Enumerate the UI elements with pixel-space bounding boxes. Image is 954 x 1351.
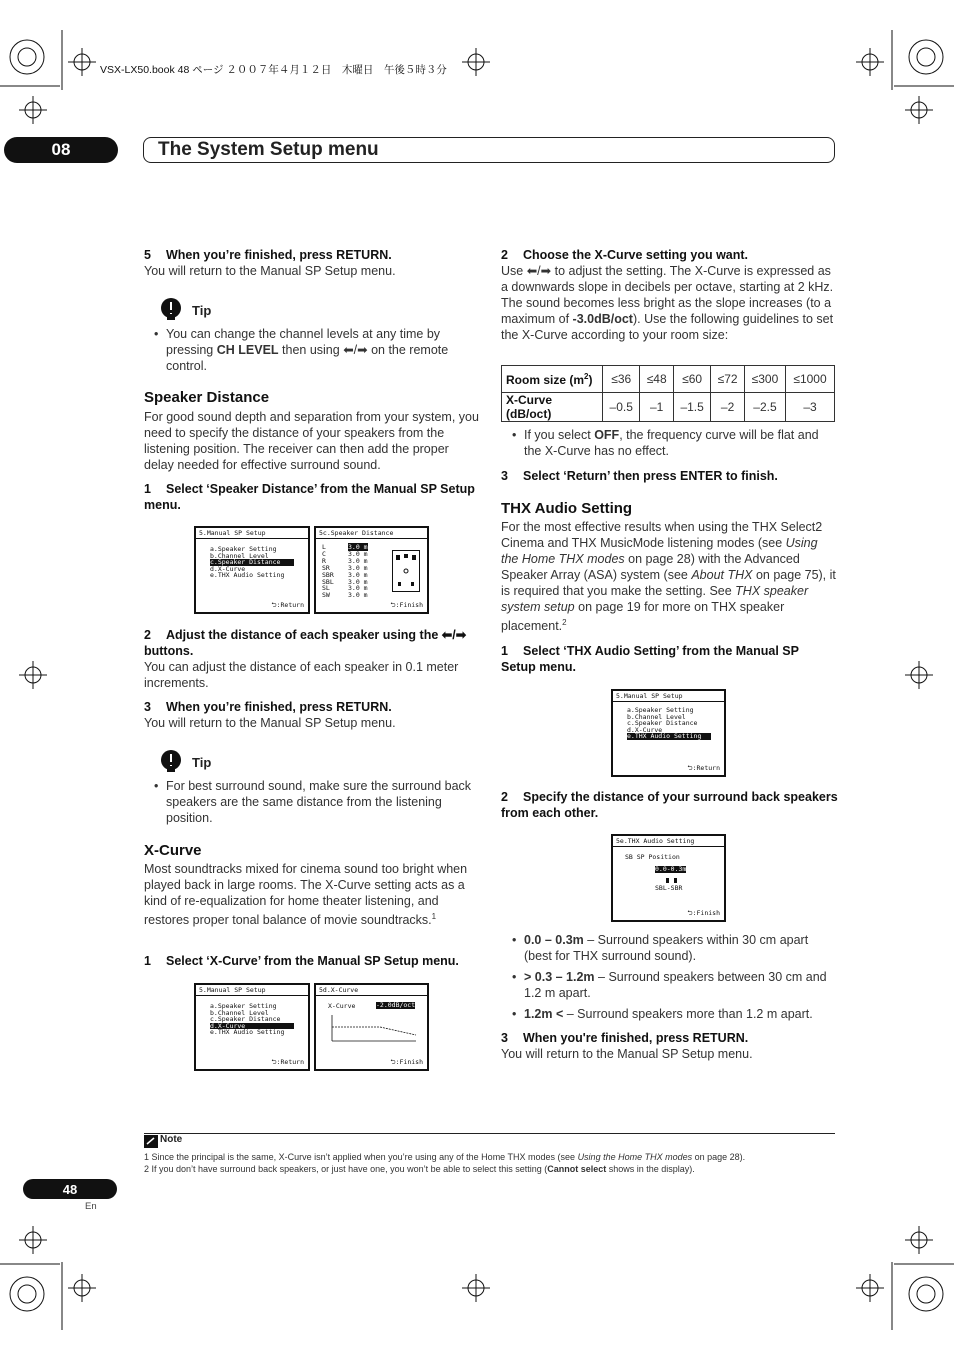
- footnote-1: 1 Since the principal is the same, X-Curve isn’t applied when you’re using any of the Home THX modes (see Using the Home THX modes on page 28).: [144, 1152, 746, 1162]
- thx-step-2: 2 Specify the distance of your surround back speakers from each other.: [501, 790, 838, 820]
- thx-audio-heading: THX Audio Setting: [501, 500, 633, 517]
- step-5-return: 5 When you’re finished, press RETURN.: [144, 248, 392, 262]
- note-divider: [144, 1133, 835, 1134]
- book-info-line: VSX-LX50.book 48 ページ ２００７年４月１２日 木曜日 午後５時３分: [100, 64, 447, 76]
- screen-x-curve: 5d.X-Curve X-Curve -2.0dB/oct ⮌:Finish: [314, 983, 429, 1071]
- table-row-room-size: Room size $(m^2)$ ≤36 ≤48 ≤60 ≤72 ≤300 ≤1000: [502, 366, 835, 393]
- footnote-2: 2 If you don’t have surround back speakers, or just have one, you won’t be able to select this setting (Cannot select shows in the display).: [144, 1164, 695, 1174]
- chapter-number-badge: 08: [4, 137, 118, 163]
- note-icon: [144, 1135, 158, 1148]
- x-curve-heading: X-Curve: [144, 842, 202, 859]
- sd-step-1: 1 Select ‘Speaker Distance’ from the Manual SP Setup menu.: [144, 482, 475, 512]
- screen-manual-sp-setup-distance: 5.Manual SP Setup a.Speaker Setting b.Channel Level c.Speaker Distance d.X-Curve e.THX Audio Setting ⮌:Return: [194, 526, 310, 614]
- thx-step-1: 1 Select ‘THX Audio Setting’ from the Manual SP Setup menu.: [501, 644, 799, 674]
- xc-step-3: 3 Select ‘Return’ then press ENTER to finish.: [501, 469, 778, 483]
- thx-step-3: 3 When you're finished, press RETURN.: [501, 1031, 749, 1045]
- screen-manual-sp-setup-thx: 5.Manual SP Setup a.Speaker Setting b.Channel Level c.Speaker Distance d.X-Curve e.THX Audio Setting ⮌:Return: [611, 689, 726, 777]
- xc-step-2: 2 Choose the X-Curve setting you want.: [501, 248, 749, 262]
- room-size-label: Room size $(m^2)$: [502, 366, 603, 393]
- sd-step-3-text: You will return to the Manual SP Setup menu.: [144, 716, 396, 730]
- off-bullet: • If you select OFF, the frequency curve will be flat and the X-Curve has no effect.: [512, 428, 819, 458]
- screen-manual-sp-setup-xcurve: 5.Manual SP Setup a.Speaker Setting b.Channel Level c.Speaker Distance d.X-Curve e.THX Audio Setting ⮌:Return: [194, 983, 310, 1071]
- option-bullet-1: • > 0.3 – 1.2m – Surround speakers between 30 cm and 1.2 m apart.: [512, 970, 827, 1000]
- step-5-text: You will return to the Manual SP Setup menu.: [144, 264, 396, 278]
- note-label: Note: [160, 1134, 183, 1145]
- tip-label-2: Tip: [192, 755, 212, 770]
- speaker-layout-icon: [392, 550, 420, 592]
- thx-audio-body: For the most effective results when using the THX Select2 Cinema and THX MusicMode listening modes (see Using the Home THX modes on page 28) with the Advanced Speaker Array (ASA) system (see About THX on page 75), it is required that you make the setting. See THX speaker system setup on page 19 for more on THX speaker placement.$^2$: [501, 520, 836, 634]
- screen-speaker-distance: 5c.Speaker Distance L 3.0 m C 3.0 m R 3.0 m SR 3.0 m SBR 3.0 m SBL 3.0 m SL 3.0 m SW 3.0 m ⮌:Finish: [314, 526, 429, 614]
- tip-label: Tip: [192, 303, 212, 318]
- page-number: 48: [23, 1179, 117, 1199]
- tip-icon-2: [158, 748, 184, 774]
- tip-bullet-channel-levels: • You can change the channel levels at any time by pressing CH LEVEL then using ⬅/➡ on the remote control.: [154, 327, 449, 373]
- tip-icon: [158, 296, 184, 322]
- room-size-xcurve-table: [501, 365, 835, 422]
- screen-thx-audio-setting: 5e.THX Audio Setting SB SP Position 0.0-0.3m SBL-SBR ⮌:Finish: [611, 834, 726, 922]
- speaker-distance-body: For good sound depth and separation from your system, you need to specify the distance of your speakers from the listening position. The receiver can then add the proper delay needed for effective surround sound.: [144, 410, 479, 472]
- xc-step-1: 1 Select ‘X-Curve’ from the Manual SP Setup menu.: [144, 954, 459, 968]
- x-curve-graph: [330, 1013, 418, 1051]
- chapter-title: The System Setup menu: [143, 137, 835, 163]
- table-row-xcurve: X-Curve (dB/oct) –0.5 –1 –1.5 –2 –2.5 –3: [502, 393, 835, 422]
- option-bullet-0: • 0.0 – 0.3m – Surround speakers within 30 cm apart (best for THX surround sound).: [512, 933, 809, 963]
- xc-step-2-text: Use ⬅/➡ to adjust the setting. The X-Curve is expressed as a downwards slope in decibels per octave, starting at 2 kHz. The sound becomes less bright as the slope increases (to a maximum of -3.0dB/oct). Use the following guidelines to set the X-Curve according to your room size:: [501, 264, 834, 342]
- language-label: En: [85, 1201, 97, 1212]
- thx-step-3-text: You will return to the Manual SP Setup menu.: [501, 1047, 753, 1061]
- option-bullet-2: • 1.2m < – Surround speakers more than 1.2 m apart.: [512, 1007, 813, 1021]
- speaker-distance-heading: Speaker Distance: [144, 389, 270, 406]
- tip-bullet-surround-back: • For best surround sound, make sure the surround back speakers are the same distance from the listening position.: [154, 779, 472, 825]
- x-curve-body: Most soundtracks mixed for cinema sound too bright when played back in large rooms. The X-Curve setting acts as a kind of re-equalization for home theater listening, and restores proper tonal balance of movie soundtracks.$^1$: [144, 862, 468, 928]
- sd-step-2-text: You can adjust the distance of each speaker in 0.1 meter increments.: [144, 660, 459, 690]
- sd-step-2: 2 Adjust the distance of each speaker using the ⬅/➡ buttons.: [144, 628, 467, 658]
- sd-step-3: 3 When you’re finished, press RETURN.: [144, 700, 392, 714]
